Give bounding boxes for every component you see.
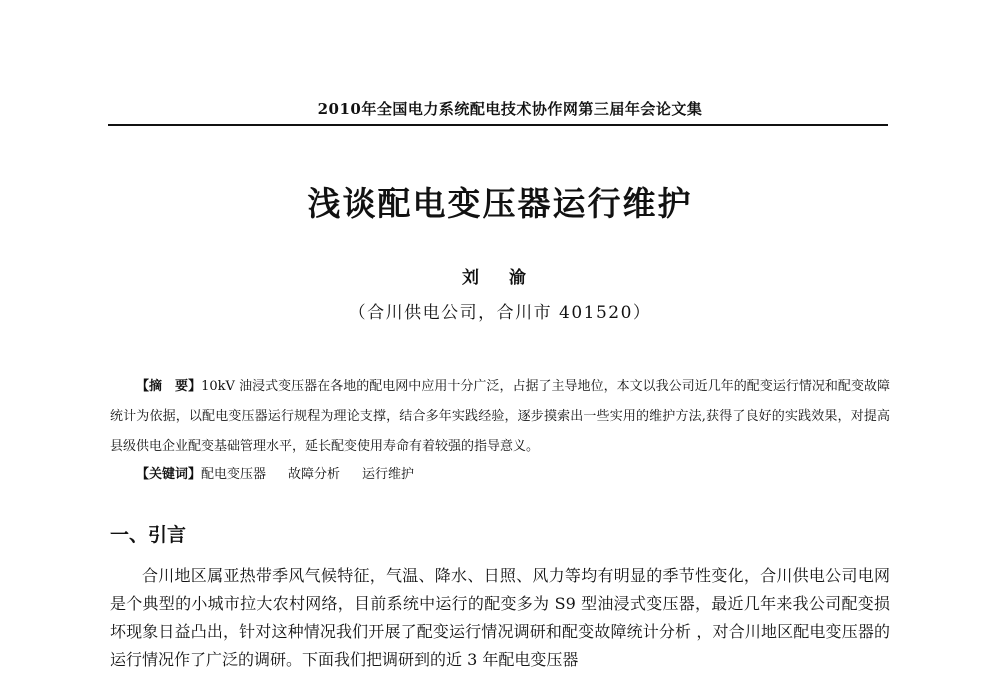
abstract-text: 10kV 油浸式变压器在各地的配电网中应用十分广泛，占据了主导地位，本文以我公司近几年的配变运行情况和配变故障统计为依据，以配电变压器运行规程为理论支撑，结合多年实践经验，逐步摸索出一些实用的维护方法,获得了良好的实践效果，对提高县级供电企业配变基础管理水平，延长配变使用寿命有着较强的指导意义。: [110, 379, 890, 454]
author-name: 刘 渝: [462, 268, 538, 288]
keyword-item: 配电变压器: [201, 467, 267, 482]
keyword-item: 运行维护: [362, 467, 415, 482]
author-affiliation: （合川供电公司，合川市 401520）: [348, 303, 652, 323]
keywords-label: 【关键词】: [136, 467, 202, 482]
section-heading-introduction: 一、引言: [110, 524, 187, 546]
abstract-paragraph: [110, 372, 890, 462]
abstract-label: 【摘 要】: [136, 379, 202, 394]
keyword-item: 故障分析: [288, 467, 341, 482]
header-rule: [108, 124, 888, 126]
proceedings-header: 2010年全国电力系统配电技术协作网第三届年会论文集: [317, 100, 703, 118]
keywords-line: [136, 463, 836, 482]
introduction-body: [110, 562, 890, 674]
abstract-block: [110, 372, 890, 462]
body-paragraph: 合川地区属亚热带季风气候特征，气温、降水、日照、风力等均有明显的季节性变化，合川供电公司电网是个典型的小城市拉大农村网络，目前系统中运行的配变多为 S9 型油浸式变压器，最近几年来我公司配变损坏现象日益凸出，针对这种情况我们开展了配变运行情况调研和配变故障统计分析 ，对合川地区配电变压器的运行情况作了广泛的调研。下面我们把调研到的近 3 年配电变压器: [110, 566, 890, 669]
paper-title: 浅谈配电变压器运行维护: [307, 184, 693, 223]
